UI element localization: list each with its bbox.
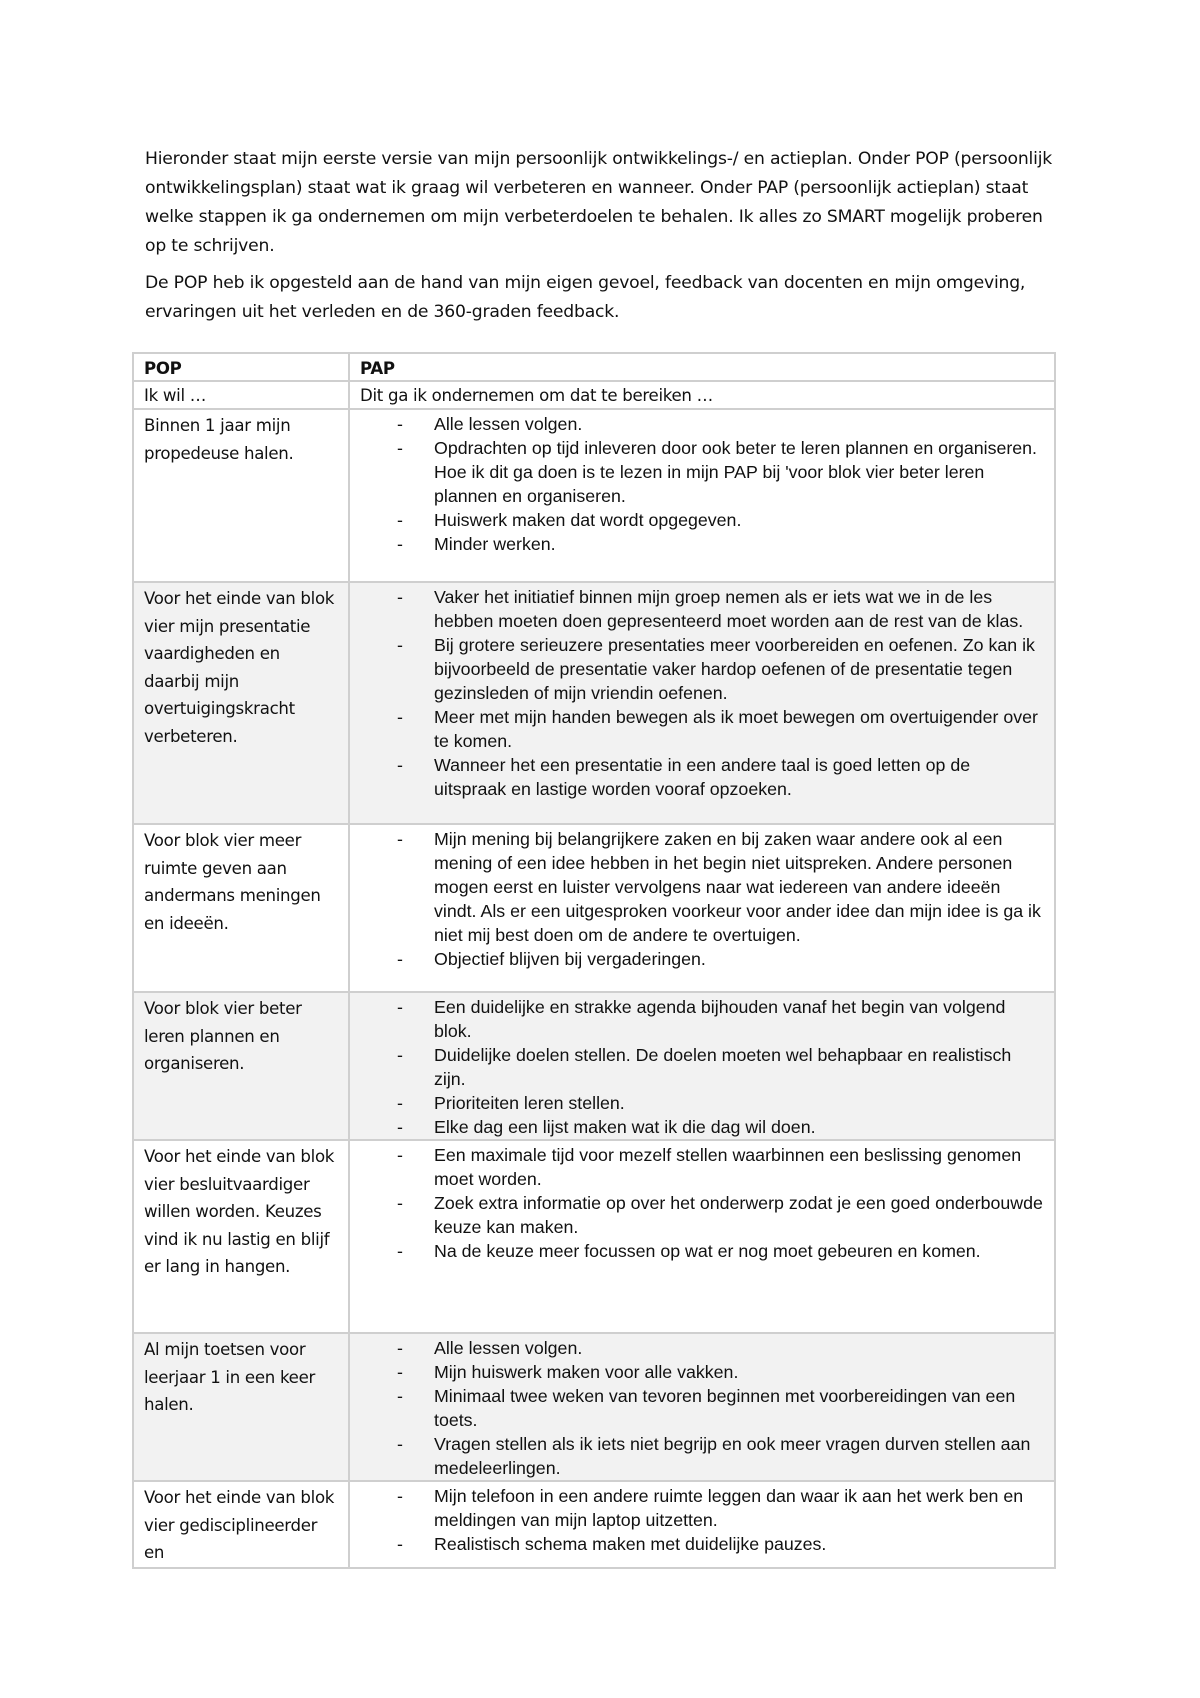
goal-cell: Voor het einde van blok vier besluitvaardiger willen worden. Keuzes vind ik nu lastig en blijf er lang in hangen. bbox=[133, 1140, 349, 1333]
actions-cell bbox=[349, 992, 1055, 1140]
table-row bbox=[133, 1481, 1055, 1568]
list-item: - Opdrachten op tijd inleveren door ook beter te leren plannen en organiseren. Hoe ik dit ga doen is te lezen in mijn PAP bij 'voor blok vier beter leren plannen en organiseren. bbox=[350, 436, 1046, 508]
list-item: - Bij grotere serieuzere presentaties meer voorbereiden en oefenen. Zo kan ik bijvoorbeeld de presentatie vaker hardop oefenen of de presentatie tegen gezinsleden of mijn vriendin oefenen. bbox=[350, 633, 1046, 705]
actions-cell bbox=[349, 1333, 1055, 1481]
header-cell-pop: POP bbox=[133, 353, 349, 381]
list-item: - Realistisch schema maken met duidelijke pauzes. bbox=[350, 1532, 1046, 1556]
subheader-cell-pop: Ik wil … bbox=[133, 381, 349, 409]
list-item: - Duidelijke doelen stellen. De doelen moeten wel behapbaar en realistisch zijn. bbox=[350, 1043, 1046, 1091]
table-row bbox=[133, 409, 1055, 582]
intro-paragraph-1: Hieronder staat mijn eerste versie van mijn persoonlijk ontwikkelings-/ en actieplan. Onder POP (persoonlijk ontwikkelingsplan) staat wat ik graag wil verbeteren en wanneer. Onder PAP (persoonlijk actieplan) staat welke stappen ik ga ondernemen om mijn verbeterdoelen te behalen. Ik alles zo SMART mogelijk proberen op te schrijven. bbox=[145, 149, 1053, 256]
table-row bbox=[133, 582, 1055, 824]
table-row bbox=[133, 1140, 1055, 1333]
goal-cell: Voor het einde van blok vier gedisciplineerder en bbox=[133, 1481, 349, 1568]
action-list bbox=[350, 583, 1054, 801]
list-item: - Zoek extra informatie op over het onderwerp zodat je een goed onderbouwde keuze kan maken. bbox=[350, 1191, 1046, 1239]
actions-cell bbox=[349, 582, 1055, 824]
action-list bbox=[350, 993, 1054, 1139]
list-item: - Mijn huiswerk maken voor alle vakken. bbox=[350, 1360, 1046, 1384]
list-item: - Een duidelijke en strakke agenda bijhouden vanaf het begin van volgend blok. bbox=[350, 995, 1046, 1043]
list-item: - Mijn telefoon in een andere ruimte leggen dan waar ik aan het werk ben en meldingen van mijn laptop uitzetten. bbox=[350, 1484, 1046, 1532]
table-header-row bbox=[133, 353, 1055, 381]
action-list bbox=[350, 1334, 1054, 1480]
list-item: - Alle lessen volgen. bbox=[350, 412, 1046, 436]
list-item: - Meer met mijn handen bewegen als ik moet bewegen om overtuigender over te komen. bbox=[350, 705, 1046, 753]
intro-paragraph-2: De POP heb ik opgesteld aan de hand van mijn eigen gevoel, feedback van docenten en mijn omgeving, ervaringen uit het verleden en de 360-graden feedback. bbox=[145, 273, 1026, 322]
list-item: - Objectief blijven bij vergaderingen. bbox=[350, 947, 1046, 971]
list-item: - Alle lessen volgen. bbox=[350, 1336, 1046, 1360]
actions-cell bbox=[349, 409, 1055, 582]
table-row bbox=[133, 1333, 1055, 1481]
subheader-cell-pap: Dit ga ik ondernemen om dat te bereiken … bbox=[349, 381, 1055, 409]
list-item: - Minimaal twee weken van tevoren beginnen met voorbereidingen van een toets. bbox=[350, 1384, 1046, 1432]
action-list bbox=[350, 410, 1054, 556]
list-item: - Elke dag een lijst maken wat ik die dag wil doen. bbox=[350, 1115, 1046, 1139]
goal-cell: Voor het einde van blok vier mijn presentatie vaardigheden en daarbij mijn overtuigingskracht verbeteren. bbox=[133, 582, 349, 824]
goal-cell: Al mijn toetsen voor leerjaar 1 in een keer halen. bbox=[133, 1333, 349, 1481]
intro-text bbox=[145, 145, 1065, 335]
list-item: - Prioriteiten leren stellen. bbox=[350, 1091, 1046, 1115]
actions-cell bbox=[349, 1481, 1055, 1568]
header-cell-pap: PAP bbox=[349, 353, 1055, 381]
table-subheader-row bbox=[133, 381, 1055, 409]
list-item: - Vaker het initiatief binnen mijn groep nemen als er iets wat we in de les hebben moeten doen gepresenteerd moet worden aan de rest van de klas. bbox=[350, 585, 1046, 633]
action-list bbox=[350, 1482, 1054, 1556]
goal-cell: Binnen 1 jaar mijn propedeuse halen. bbox=[133, 409, 349, 582]
list-item: - Na de keuze meer focussen op wat er nog moet gebeuren en komen. bbox=[350, 1239, 1046, 1263]
list-item: - Vragen stellen als ik iets niet begrijp en ook meer vragen durven stellen aan medeleerlingen. bbox=[350, 1432, 1046, 1480]
table-row bbox=[133, 824, 1055, 992]
action-list bbox=[350, 825, 1054, 971]
list-item: - Huiswerk maken dat wordt opgegeven. bbox=[350, 508, 1046, 532]
actions-cell bbox=[349, 1140, 1055, 1333]
goal-cell: Voor blok vier beter leren plannen en organiseren. bbox=[133, 992, 349, 1140]
list-item: - Een maximale tijd voor mezelf stellen waarbinnen een beslissing genomen moet worden. bbox=[350, 1143, 1046, 1191]
action-list bbox=[350, 1141, 1054, 1263]
list-item: - Mijn mening bij belangrijkere zaken en bij zaken waar andere ook al een mening of een idee hebben in het begin niet uitspreken. Andere personen mogen eerst en luister vervolgens naar wat iedereen van andere ideeën vindt. Als er een uitgesproken voorkeur voor ander idee dan mijn idee is ga ik niet mij best doen om de andere te overtuigen. bbox=[350, 827, 1046, 947]
list-item: - Minder werken. bbox=[350, 532, 1046, 556]
table-row bbox=[133, 992, 1055, 1140]
pop-pap-table bbox=[132, 352, 1056, 1569]
goal-cell: Voor blok vier meer ruimte geven aan andermans meningen en ideeën. bbox=[133, 824, 349, 992]
list-item: - Wanneer het een presentatie in een andere taal is goed letten op de uitspraak en lastige worden vooraf opzoeken. bbox=[350, 753, 1046, 801]
actions-cell bbox=[349, 824, 1055, 992]
